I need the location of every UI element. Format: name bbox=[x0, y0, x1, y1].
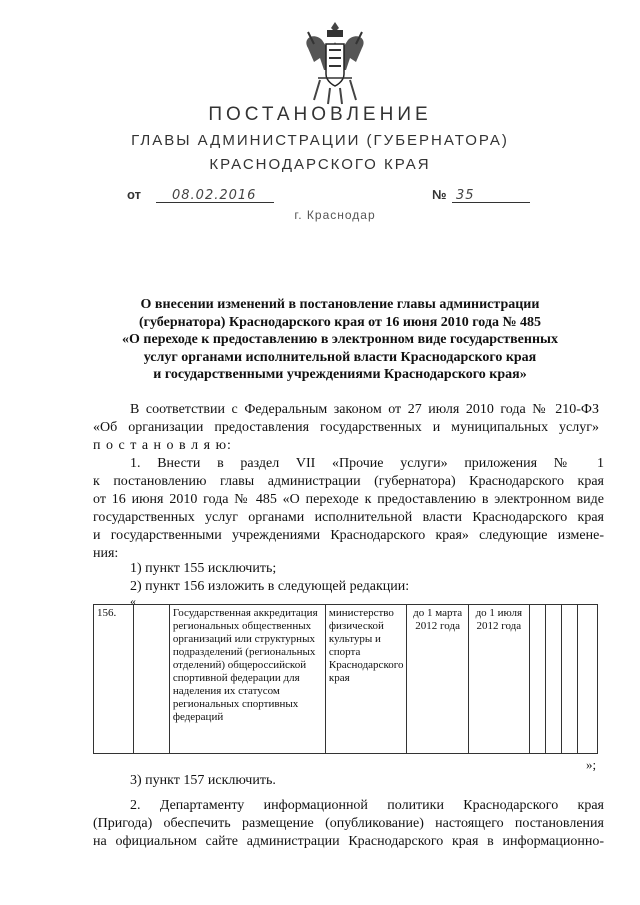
paragraph-1-line-4: государственных услуг органами исполнительной власти Краснодарского края bbox=[93, 510, 604, 525]
close-quote: »; bbox=[586, 757, 597, 772]
date-value: 08.02.2016 bbox=[172, 188, 257, 203]
number-value: 35 bbox=[456, 188, 475, 203]
services-table bbox=[93, 604, 598, 754]
paragraph-1-line-3: от 16 июня 2010 года № 485 «О переходе к предоставлению в электронном виде bbox=[93, 492, 604, 507]
document-type-heading: ПОСТАНОВЛЕНИЕ bbox=[208, 104, 432, 125]
title-line: и государственными учреждениями Краснодарского края» bbox=[153, 367, 527, 382]
title-line: «О переходе к предоставлению в электронном виде государственных bbox=[122, 332, 558, 347]
title-line: услуг органами исполнительной власти Краснодарского края bbox=[143, 349, 537, 365]
coat-of-arms-emblem bbox=[300, 18, 370, 108]
empty-cell bbox=[545, 605, 561, 754]
decree-word: п о с т а н о в л я ю: bbox=[93, 438, 232, 453]
preamble-line-1: В соответствии с Федеральным законом от 27 июля 2010 года № 210-ФЗ bbox=[130, 402, 599, 417]
title-line: О внесении изменений в постановление главы администрации bbox=[140, 297, 540, 312]
list-item-1: 1) пункт 155 исключить; bbox=[130, 561, 277, 576]
document-title bbox=[90, 296, 590, 384]
number-label: № bbox=[432, 187, 447, 202]
paragraph-2-line-3: на официальном сайте администрации Краснодарского края в информационно- bbox=[93, 834, 604, 849]
date-label: от bbox=[127, 187, 141, 202]
stage-2-date-cell: до 1 июля 2012 года bbox=[468, 605, 529, 754]
stage-1-date-cell: до 1 марта 2012 года bbox=[407, 605, 468, 754]
row-number-cell: 156. bbox=[94, 605, 134, 754]
empty-cell bbox=[578, 605, 598, 754]
paragraph-2-line-2: (Пригода) обеспечить размещение (опубликование) настоящего постановления bbox=[93, 816, 604, 831]
paragraph-1-line-2: к постановлению главы администрации (губернатора) Краснодарского края bbox=[93, 474, 604, 489]
empty-cell bbox=[529, 605, 545, 754]
list-item-2: 2) пункт 156 изложить в следующей редакции: bbox=[130, 579, 410, 594]
empty-cell bbox=[133, 605, 169, 754]
city-label: г. Краснодар bbox=[294, 208, 376, 222]
authority-cell: министерство физической культуры и спорта Краснодарского края bbox=[325, 605, 407, 754]
paragraph-1-line-6: ния: bbox=[93, 546, 119, 561]
service-name-cell: Государственная аккредитация региональных общественных организаций или структурных подразделений (региональных отделений) общероссийской спортивной федерации для наделения их статусом региональных спортивных федераций bbox=[169, 605, 325, 754]
issuer-line-1: ГЛАВЫ АДМИНИСТРАЦИИ (ГУБЕРНАТОРА) bbox=[131, 132, 509, 149]
date-line bbox=[156, 186, 274, 203]
number-line bbox=[452, 186, 530, 203]
table-row bbox=[94, 605, 598, 754]
paragraph-2-line-1: 2. Департаменту информационной политики Краснодарского края bbox=[130, 798, 604, 813]
empty-cell bbox=[562, 605, 578, 754]
open-quote: « bbox=[130, 594, 136, 608]
preamble-line-2: «Об организации предоставления государственных и муниципальных услуг» bbox=[93, 420, 599, 435]
paragraph-1-line-5: и государственными учреждениями Краснодарского края» следующие измене- bbox=[93, 528, 604, 543]
title-line: (губернатора) Краснодарского края от 16 июня 2010 года № 485 bbox=[138, 314, 542, 330]
list-item-3: 3) пункт 157 исключить. bbox=[130, 773, 276, 788]
paragraph-1-line-1: 1. Внести в раздел VII «Прочие услуги» приложения № 1 bbox=[130, 456, 604, 471]
issuer-line-2: КРАСНОДАРСКОГО КРАЯ bbox=[209, 156, 431, 173]
